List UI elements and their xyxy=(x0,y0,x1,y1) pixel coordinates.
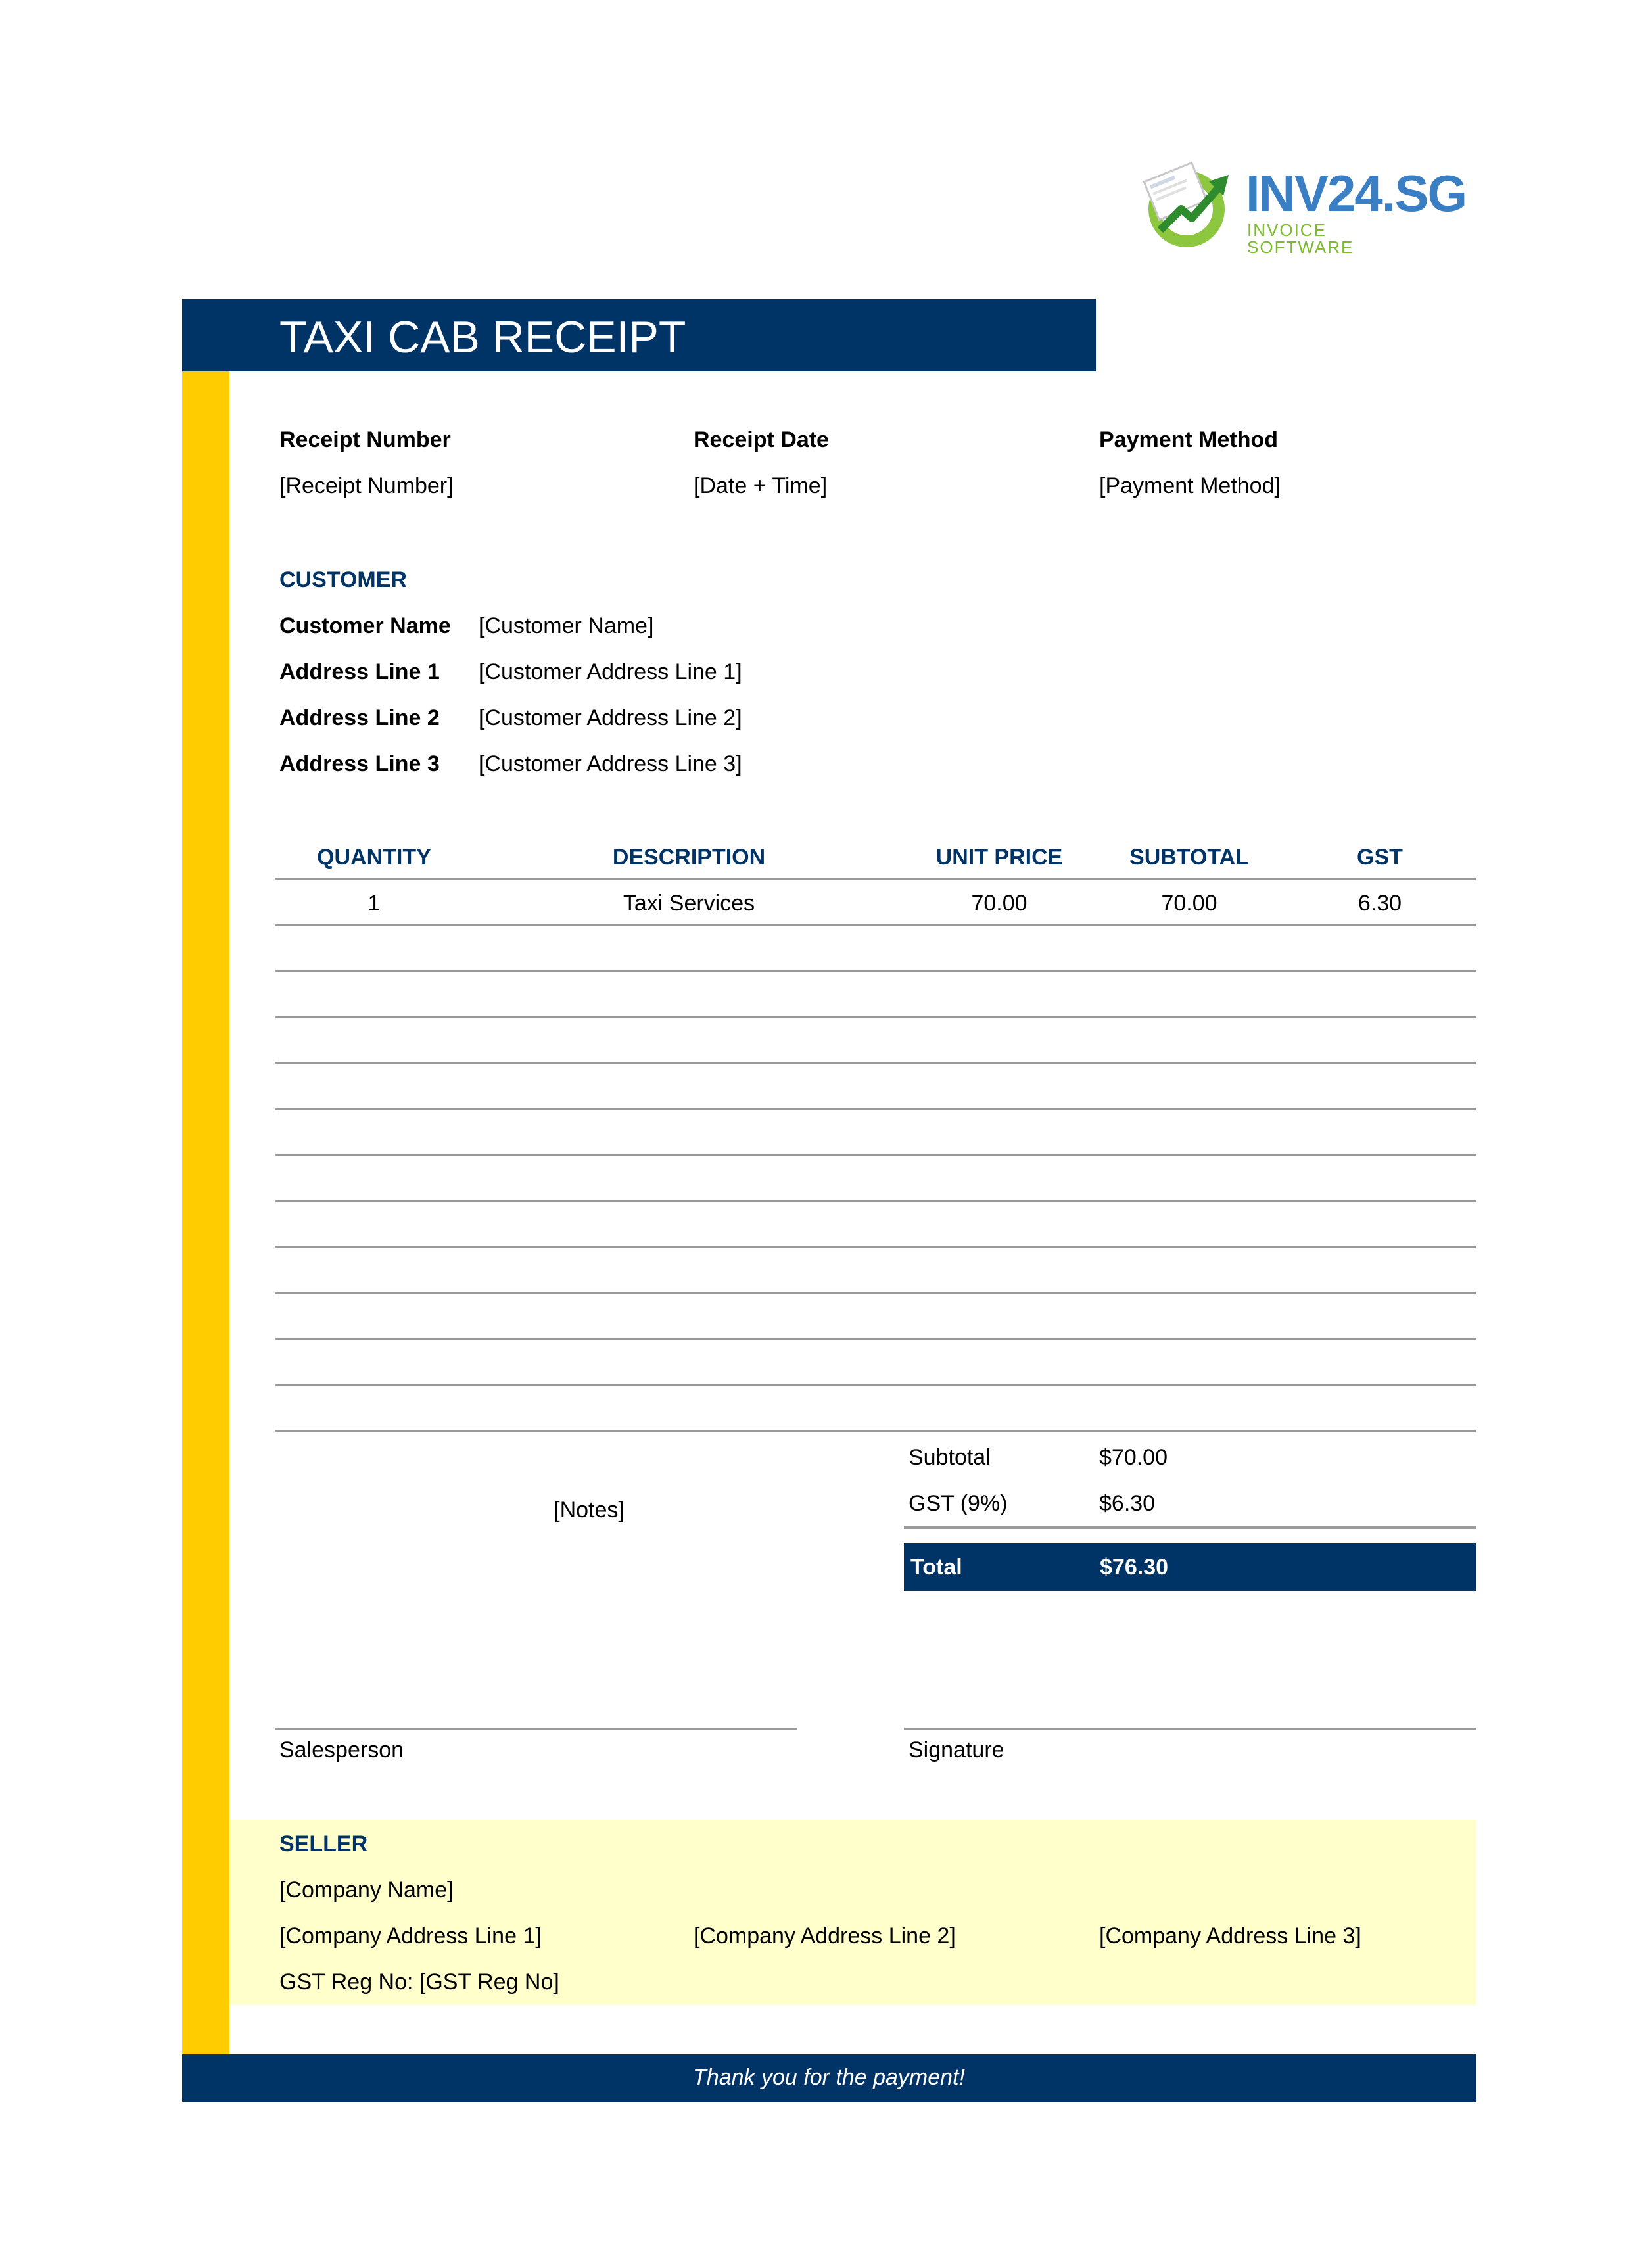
signature-line xyxy=(904,1728,1476,1730)
receipt-number-value: [Receipt Number] xyxy=(279,473,454,498)
table-header-rule xyxy=(275,878,1476,880)
seller-heading: SELLER xyxy=(279,1831,368,1856)
cell-description: Taxi Services xyxy=(623,891,755,916)
total-label: Total xyxy=(910,1555,962,1580)
gst-label: GST (9%) xyxy=(909,1491,1008,1516)
cell-unit-price: 70.00 xyxy=(971,891,1027,916)
footer-bar xyxy=(182,2054,1476,2102)
logo-tagline: INVOICE SOFTWARE xyxy=(1247,220,1354,257)
company-address-line-1: [Company Address Line 1] xyxy=(279,1924,542,1949)
company-address-line-2: [Company Address Line 2] xyxy=(694,1924,956,1949)
subtotal-value: $70.00 xyxy=(1099,1445,1168,1470)
cell-subtotal: 70.00 xyxy=(1161,891,1217,916)
address-line-3-value: [Customer Address Line 3] xyxy=(479,751,742,776)
document-growth-arrow-icon xyxy=(1141,158,1239,250)
address-line-1-value: [Customer Address Line 1] xyxy=(479,659,742,684)
cell-quantity: 1 xyxy=(367,891,381,916)
gst-value: $6.30 xyxy=(1099,1491,1156,1516)
gst-reg-number: GST Reg No: [GST Reg No] xyxy=(279,1970,559,1995)
address-line-3-label: Address Line 3 xyxy=(279,751,440,776)
table-row-rule xyxy=(275,1384,1476,1386)
cell-gst: 6.30 xyxy=(1358,891,1402,916)
accent-side-bar xyxy=(182,371,229,2054)
address-line-1-label: Address Line 1 xyxy=(279,659,440,684)
total-bar xyxy=(904,1543,1476,1591)
customer-heading: CUSTOMER xyxy=(279,567,407,592)
column-header-quantity: QUANTITY xyxy=(317,845,431,870)
table-row-rule xyxy=(275,1154,1476,1156)
column-header-gst: GST xyxy=(1357,845,1403,870)
table-row-rule xyxy=(275,1292,1476,1294)
address-line-2-label: Address Line 2 xyxy=(279,705,440,730)
table-row-rule xyxy=(275,1246,1476,1248)
table-row-rule xyxy=(275,1200,1476,1202)
address-line-2-value: [Customer Address Line 2] xyxy=(479,705,742,730)
table-row-rule xyxy=(275,970,1476,972)
table-row-rule xyxy=(275,1108,1476,1110)
subtotal-label: Subtotal xyxy=(909,1445,991,1470)
table-row-rule xyxy=(275,1062,1476,1064)
table-bottom-rule xyxy=(275,1430,1476,1432)
column-header-unit-price: UNIT PRICE xyxy=(935,845,1063,870)
salesperson-label: Salesperson xyxy=(279,1737,404,1762)
page-title: TAXI CAB RECEIPT xyxy=(279,312,686,362)
salesperson-line xyxy=(275,1728,797,1730)
column-header-subtotal: SUBTOTAL xyxy=(1129,845,1249,870)
company-address-line-3: [Company Address Line 3] xyxy=(1099,1924,1361,1949)
footer-message: Thank you for the payment! xyxy=(693,2065,965,2090)
customer-name-label: Customer Name xyxy=(279,613,451,638)
logo xyxy=(1141,151,1467,257)
receipt-number-label: Receipt Number xyxy=(279,427,451,452)
company-name: [Company Name] xyxy=(279,1878,454,1902)
customer-name-value: [Customer Name] xyxy=(479,613,654,638)
payment-method-value: [Payment Method] xyxy=(1099,473,1281,498)
notes: [Notes] xyxy=(554,1498,625,1523)
table-row-rule xyxy=(275,1338,1476,1340)
column-header-description: DESCRIPTION xyxy=(612,845,766,870)
signature-label: Signature xyxy=(909,1737,1004,1762)
title-bar xyxy=(182,299,1096,371)
receipt-date-label: Receipt Date xyxy=(694,427,829,452)
totals-divider xyxy=(904,1526,1476,1529)
table-row-rule xyxy=(275,924,1476,926)
receipt-date-value: [Date + Time] xyxy=(694,473,828,498)
payment-method-label: Payment Method xyxy=(1099,427,1279,452)
total-value: $76.30 xyxy=(1100,1555,1168,1580)
logo-name: INV24.SG xyxy=(1246,164,1467,222)
table-row-rule xyxy=(275,1016,1476,1018)
